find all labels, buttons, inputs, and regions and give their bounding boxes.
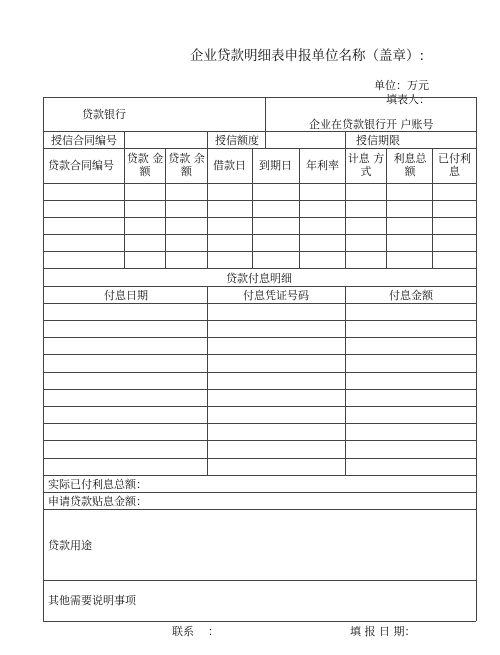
col-line [265,131,266,148]
header-voucher-no: 付息凭证号码 [243,289,309,302]
header-annual-rate: 年利率 [306,159,339,172]
col-line [252,148,253,268]
col-line [345,286,346,475]
row-line [43,320,476,321]
credit-amount-label: 授信额度 [215,134,259,147]
row-line [43,492,476,493]
row-line [43,234,476,235]
col-line [265,97,266,131]
credit-contract-no-label: 授信合同编号 [51,134,117,147]
row-line [43,217,476,218]
row-line [43,406,476,407]
col-line [386,148,387,268]
report-date-label: 填 报 日 期： [350,625,416,638]
col-line [124,131,125,148]
row-line [43,131,476,132]
row-line [43,580,476,581]
header-interest-total: 利息总 额 [393,152,427,178]
col-line [207,131,208,148]
subsidy-amount-label: 申请贷款贴息金额： [48,495,147,508]
loan-purpose-label: 贷款用途 [48,539,92,552]
header-contract-no: 贷款合同编号 [48,159,114,172]
bank-label: 贷款银行 [82,108,126,121]
row-line [43,509,476,510]
row-line [43,97,476,98]
col-line [207,148,208,268]
row-line [43,389,476,390]
col-line [299,148,300,268]
row-line [43,423,476,424]
header-paid-interest: 已付利 息 [438,152,471,178]
row-line [43,475,476,476]
row-line [43,354,476,355]
col-line [345,131,346,148]
header-loan-balance: 贷款 余 额 [168,152,205,178]
header-interest-date: 付息日期 [104,289,148,302]
row-line [43,337,476,338]
row-line [43,251,476,252]
header-interest-method: 计息 方 式 [347,152,385,178]
row-line [43,440,476,441]
row-line [43,268,476,269]
table-border-right [476,97,477,621]
row-line [43,183,476,184]
credit-period-label: 授信期限 [356,134,400,147]
other-notes-label: 其他需要说明事项 [48,594,136,607]
detail-title: 贷款付息明细 [226,272,292,285]
contact-label: 联系 [172,625,194,638]
row-line [43,200,476,201]
unit-label: 单位：万元 [374,79,429,92]
row-line [43,458,476,459]
header-loan-amount: 贷款 金 额 [126,152,164,178]
contact-colon: ： [208,625,219,638]
row-line [43,303,476,304]
header-due-date: 到期日 [259,159,292,172]
col-line [207,286,208,475]
form-title: 企业贷款明细表申报单位名称（盖章）: [190,48,425,64]
row-line [43,372,476,373]
filler-label: 填表人： [386,93,430,106]
account-label: 企业在贷款银行开 户账号 [309,118,434,131]
row-line [43,621,476,622]
table-border-left [43,97,44,621]
header-interest-amount: 付息金额 [389,289,433,302]
row-line [43,286,476,287]
header-borrow-date: 借款日 [213,159,246,172]
row-line [43,148,476,149]
actual-paid-total-label: 实际已付利息总额： [48,478,147,491]
